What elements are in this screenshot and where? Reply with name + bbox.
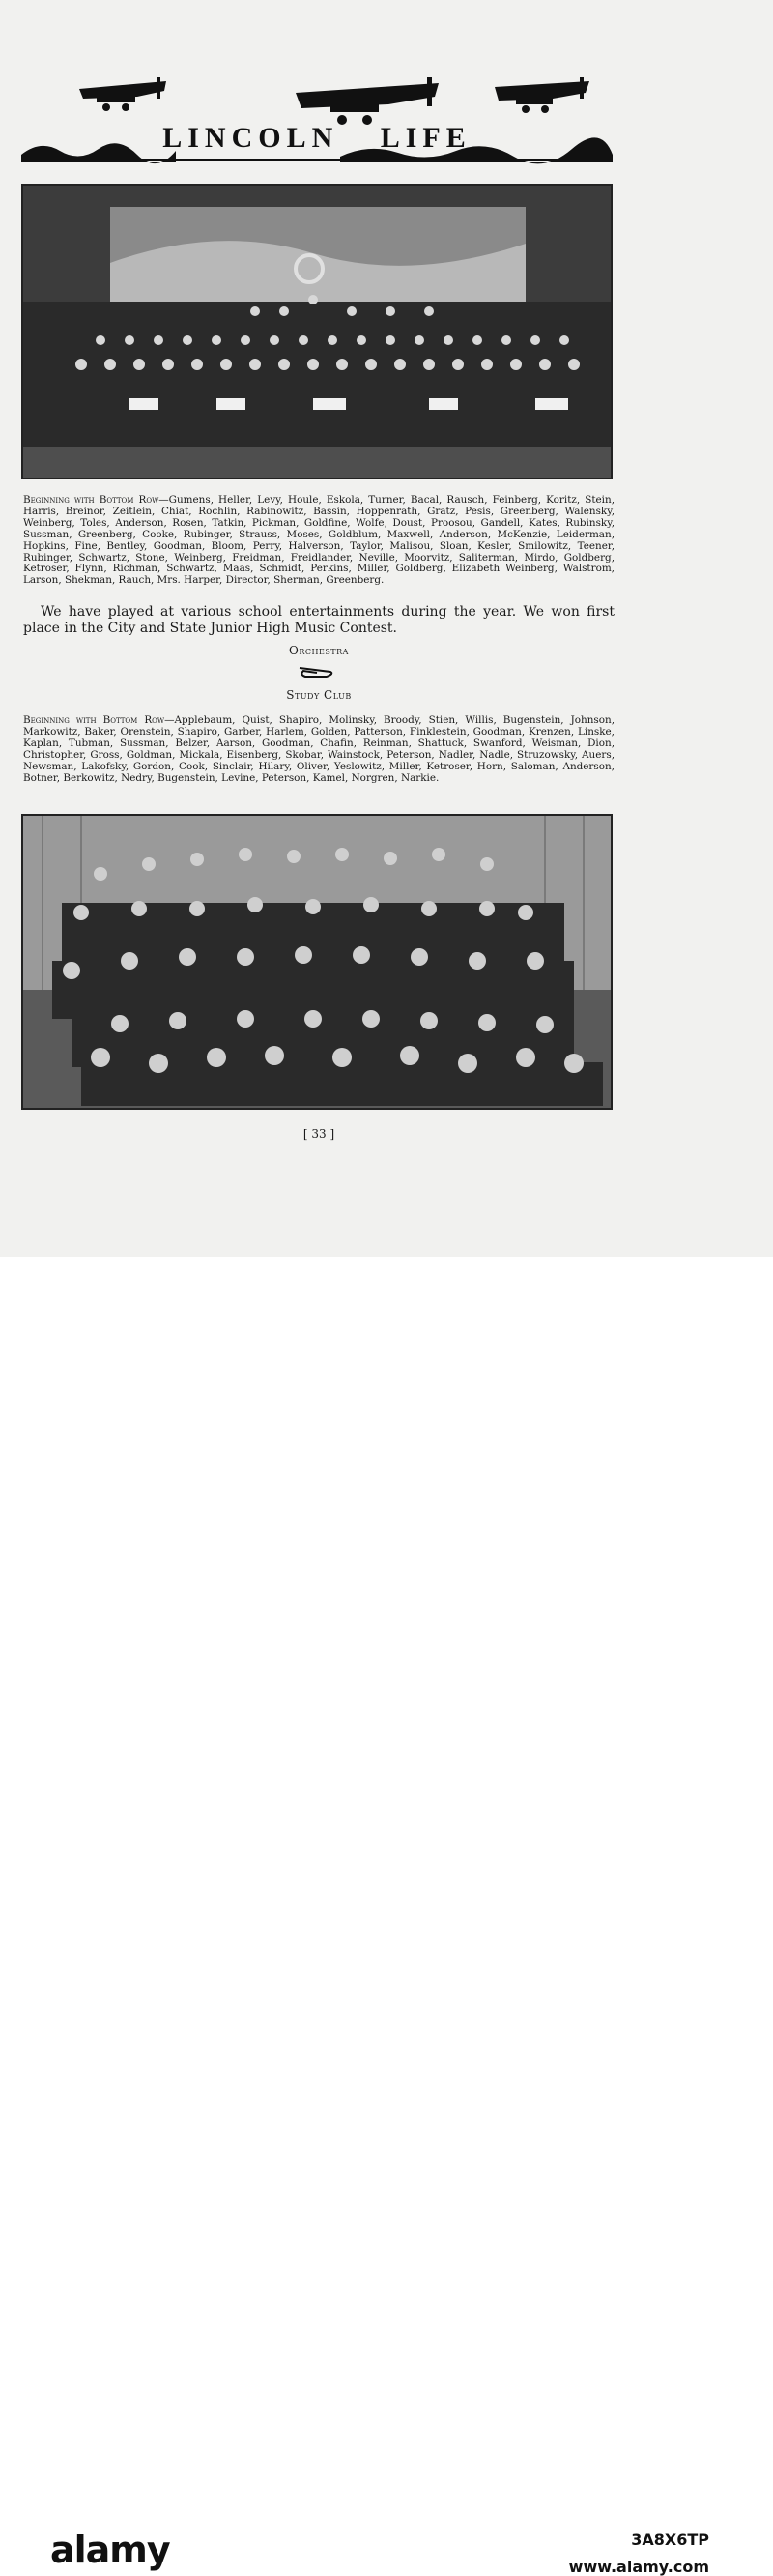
orchestra-photo-illustration <box>23 186 611 478</box>
orchestra-paragraph: We have played at various school entertainments during the year. We won first place in the City and State Junior High Music Contest. <box>23 604 615 636</box>
image-id: 3A8X6TP <box>631 2531 709 2549</box>
watermark-footer <box>0 1257 773 2576</box>
caption-names: —Gumens, Heller, Levy, Houle, Eskola, Turner, Bacal, Rausch, Feinberg, Koritz, Stein, Harris, Breinor, Zeitlein, Chiat, Rochlin, Rabinowitz, Bassin, Hoppenrath, Gratz, Pesis, Greenberg, Walensky, Weinberg, Toles, Anderson, Rosen, Tatkin, Pickman, Goldfine, Wolfe, Doust, Proosou, Gandell, Kates, Rubinsky, Sussman, Greenberg, Cooke, Rubinger, Strauss, Moses, Goldblum, Maxwell, Anderson, McKenzie, Leiderman, Hopkins, Fine, Bentley, Goodman, Bloom, Perry, Halverson, Taylor, Malisou, Sloan, Kesler, Smilowitz, Teener, Rubinger, Schwartz, Stone, Weinberg, Freidman, Freidlander, Neville, Moorvitz, Saliterman, Mirdo, Goldberg, Ketroser, Flynn, Richman, Schwartz, Maas, Schmidt, Perkins, Miller, Goldberg, Elizabeth Weinberg, Walstrom, Larson, Shekman, Rauch, Mrs. Harper, Director, Sherman, Greenberg. <box>23 494 615 587</box>
alamy-logo: alamy <box>50 2529 170 2571</box>
banner-rule <box>21 159 613 161</box>
page-number: [ 33 ] <box>302 1127 335 1141</box>
airplane-icon <box>495 77 589 113</box>
flourish-ornament-icon <box>298 665 336 679</box>
airplane-icon <box>79 77 166 111</box>
orchestra-title: Orchestra <box>289 644 349 657</box>
study-club-title: Study Club <box>286 688 352 702</box>
page-title: LINCOLN LIFE <box>162 122 472 154</box>
caption-lead: Beginning with Bottom Row <box>23 714 165 726</box>
caption-lead: Beginning with Bottom Row <box>23 494 159 506</box>
header-banner <box>21 75 613 164</box>
yearbook-page <box>0 0 773 1257</box>
orchestra-photo <box>21 184 613 479</box>
airplane-icon <box>296 77 439 125</box>
study-club-photo-illustration <box>23 816 611 1108</box>
orchestra-caption <box>23 495 615 587</box>
study-club-photo <box>21 814 613 1110</box>
site-url: www.alamy.com <box>568 2558 709 2576</box>
study-club-caption <box>23 715 615 784</box>
caption-names: —Applebaum, Quist, Shapiro, Molinsky, Broody, Stien, Willis, Bugenstein, Johnson, Markowitz, Baker, Orenstein, Shapiro, Garber, Harlem, Golden, Patterson, Finklestein, Goodman, Krenzen, Linske, Kaplan, Tubman, Sussman, Belzer, Aarson, Goodman, Chafin, Reinman, Shattuck, Swanford, Weisman, Dion, Christopher, Gross, Goldman, Mickala, Eisenberg, Skobar, Wainstock, Peterson, Nadler, Nadle, Struzowsky, Auers, Newsman, Lakofsky, Gordon, Cook, Sinclair, Hilary, Oliver, Yeslowitz, Miller, Ketroser, Horn, Saloman, Anderson, Botner, Berkowitz, Nedry, Bugenstein, Levine, Peterson, Kamel, Norgren, Narkie. <box>23 714 615 784</box>
